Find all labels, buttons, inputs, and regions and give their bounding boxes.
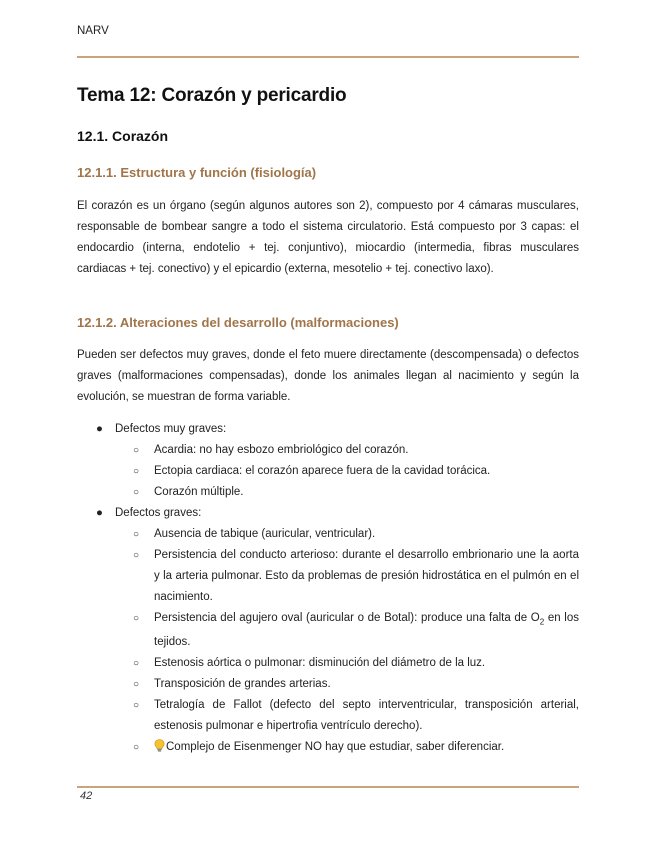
circle-bullet-icon: ○ [133,658,140,670]
list-item [77,608,579,653]
list-item [77,461,579,482]
item-text: Corazón múltiple. [154,486,244,498]
circle-bullet-icon: ○ [133,679,140,691]
bullet-icon: ● [96,507,103,519]
paragraph-malformations: Pueden ser defectos muy graves, donde el feto muere directamente (descompensada) o defectos graves (malformaciones compensadas), donde los animales llegan al nacimiento y según la evolución, se muestran de forma variable. [77,349,579,403]
circle-bullet-icon: ○ [133,487,140,498]
circle-bullet-icon: ○ [133,529,140,540]
sub-list [77,440,579,503]
list-item [77,482,579,503]
item-text: Tetralogía de Fallot (defecto del septo interventricular, transposición arterial, estenosis pulmonar e hipertrofia ventrículo derecho). [154,699,579,733]
circle-bullet-icon: ○ [133,466,140,477]
list-item [77,674,579,695]
list-item [77,737,579,758]
item-text: Persistencia del conducto arterioso: durante el desarrollo embrionario une la aorta y la arteria pulmonar. Esto da problemas de presión hidrostática en el pulmón en el nacimiento. [154,549,579,603]
item-text: Persistencia del agujero oval (auricular o de Botal): produce una falta de O [154,612,540,624]
subscript: 2 [539,617,545,627]
malformation-list [77,419,579,758]
list-item [77,653,579,674]
list-item [77,440,579,461]
item-text: Complejo de Eisenmenger NO hay que estudiar, saber diferenciar. [166,741,505,754]
item-text: Ausencia de tabique (auricular, ventricular). [154,528,376,540]
list-item [77,524,579,545]
list-item [77,419,579,503]
sub-list [77,524,579,758]
circle-bullet-icon: ○ [133,700,140,712]
footer-rule [77,786,579,788]
bullet-icon: ● [96,423,103,435]
group-label: Defectos graves: [115,507,202,519]
item-text: Transposición de grandes arterias. [154,678,331,691]
list-item [77,503,579,758]
header-text: NARV [77,25,109,37]
section-heading: 12.1. Corazón [77,128,169,144]
subsection-heading-malformations: 12.1.2. Alteraciones del desarrollo (malformaciones) [77,315,399,330]
item-text: Ectopia cardiaca: el corazón aparece fuera de la cavidad torácica. [154,465,491,477]
item-text: Acardia: no hay esbozo embriológico del corazón. [154,444,409,456]
page-number: 42 [80,790,93,802]
list-item [77,545,579,608]
lightbulb-icon [154,739,165,752]
circle-bullet-icon: ○ [133,550,140,561]
header-rule [77,56,579,58]
page-title: Tema 12: Corazón y pericardio [77,85,347,106]
group-label: Defectos muy graves: [115,423,227,435]
item-text: Estenosis aórtica o pulmonar: disminución del diámetro de la luz. [154,657,486,670]
item-text-suffix: en los tejidos. [154,612,580,649]
list-item [77,695,579,737]
circle-bullet-icon: ○ [133,445,140,456]
circle-bullet-icon: ○ [133,613,140,624]
paragraph-structure: El corazón es un órgano (según algunos autores son 2), compuesto por 4 cámaras musculares, responsable de bombear sangre a todo el sistema circulatorio. Está compuesto por 3 capas: el endocardio (interna, endotelio + tej. conjuntivo), miocardio (intermedia, fibras musculares cardiacas + tej. conectivo) y el epicardio (externa, mesotelio + tej. conectivo laxo). [77,200,579,275]
circle-bullet-icon: ○ [133,742,140,754]
subsection-heading-structure: 12.1.1. Estructura y función (fisiología) [77,165,317,180]
